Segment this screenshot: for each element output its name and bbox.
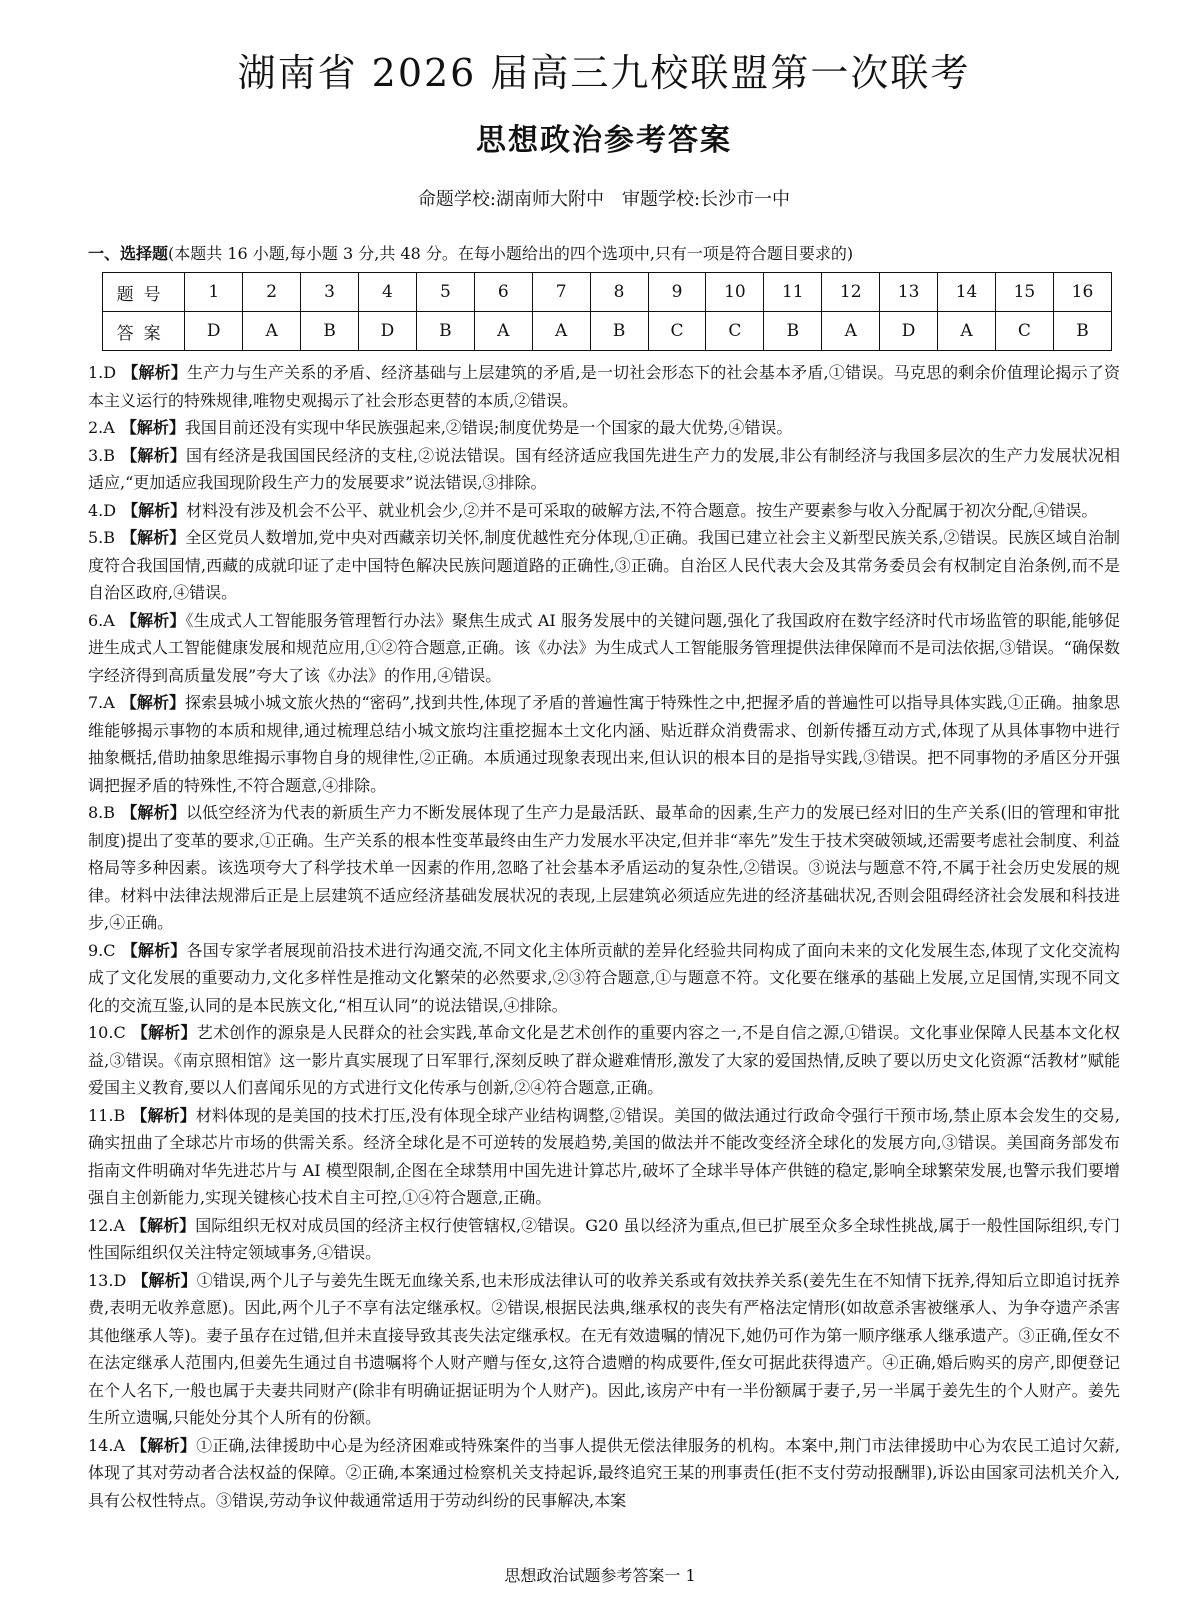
school-info: 命题学校:湖南师大附中 审题学校:长沙市一中 xyxy=(417,189,791,210)
answer-cell: B xyxy=(1053,312,1111,351)
section-note: (本题共 16 小题,每小题 3 分,共 48 分。在每小题给出的四个选项中,只有一项是符合题目要求的) xyxy=(168,244,854,263)
analysis-tag: 【解析】 xyxy=(120,610,186,630)
analysis-tag: 【解析】 xyxy=(131,1435,197,1455)
item-number: 12.A xyxy=(88,1215,125,1235)
analysis-tag: 【解析】 xyxy=(131,1105,196,1125)
item-number: 3.B xyxy=(88,445,116,465)
question-number-cell: 15 xyxy=(995,273,1053,312)
explanation-list xyxy=(88,359,1120,1514)
answer-cell: A xyxy=(822,312,880,351)
page-title: 湖南省 2026 届高三九校联盟第一次联考 xyxy=(237,51,971,95)
question-number-cell: 3 xyxy=(301,273,359,312)
question-number-cell: 5 xyxy=(416,273,474,312)
question-number-cell: 16 xyxy=(1053,273,1111,312)
analysis-tag: 【解析】 xyxy=(121,445,187,465)
item-number: 10.C xyxy=(88,1023,126,1042)
item-number: 7.A xyxy=(88,693,115,712)
analysis-tag: 【解析】 xyxy=(121,803,186,822)
answer-cell: A xyxy=(243,312,301,351)
analysis-tag: 【解析】 xyxy=(120,693,186,712)
answer-cell: B xyxy=(590,312,648,351)
number-row xyxy=(103,273,1112,312)
answer-cell: A xyxy=(532,312,590,351)
item-text: 材料体现的是美国的技术打压,没有体现全球产业结构调整,②错误。美国的做法通过行政命令强行干预市场,禁止原本会发生的交易,确实扭曲了全球芯片市场的供需关系。经济全球化是不可逆转的发展趋势,美国的做法并不能改变经济全球化的发展方向,③错误。美国商务部发布指南文件明确对华先进芯片与 AI 模型限制,企图在全球禁用中国先进计算芯片,破坏了全球半导体产供链的稳定,影响全球繁荣发展,也警示我们要增强自主创新能力,实现关键核心技术自主可控,①④符合题意,正确。 xyxy=(88,1105,1120,1207)
question-number-cell: 8 xyxy=(590,273,648,312)
item-number: 5.B xyxy=(88,528,116,547)
item-number: 14.A xyxy=(88,1435,125,1455)
item-number: 4.D xyxy=(88,500,117,520)
item-text: 国有经济是我国国民经济的支柱,②说法错误。国有经济适应我国先进生产力的发展,非公有制经济与我国多层次的生产力发展状况相适应,“更加适应我国现阶段生产力的发展要求”说法错误,③排除。 xyxy=(88,445,1120,492)
question-number-cell: 6 xyxy=(474,273,532,312)
analysis-tag: 【解析】 xyxy=(122,500,187,520)
answer-cell: B xyxy=(301,312,359,351)
item-number: 1.D xyxy=(88,363,117,382)
item-text: 我国目前还没有实现中华民族强起来,②错误;制度优势是一个国家的最大优势,④错误。 xyxy=(184,418,793,437)
item-text: ①错误,两个儿子与姜先生既无血缘关系,也未形成法律认可的收养关系或有效扶养关系(姜先生在不知情下抚养,得知后立即追讨抚养费,表明无收养意愿)。因此,两个儿子不享有法定继承权。②错误,根据民法典,继承权的丧失有严格法定情形(如故意杀害被继承人、为争夺遗产杀害其他继承人等)。妻子虽存在过错,但并未直接导致其丧失法定继承权。在无有效遗嘱的情况下,她仍可作为第一顺序继承人继承遗产。③正确,侄女不在法定继承人范围内,但姜先生通过自书遗嘱将个人财产赠与侄女,这符合遗赠的构成要件,侄女可据此获得遗产。④正确,婚后购买的房产,即便登记在个人名下,一般也属于夫妻共同财产(除非有明确证据证明为个人财产)。因此,该房产中有一半份额属于妻子,另一半属于姜先生的个人财产。姜先生所立遗嘱,只能处分其个人所有的份额。 xyxy=(88,1270,1120,1427)
answer-cell: D xyxy=(880,312,938,351)
item-text: 材料没有涉及机会不公平、就业机会少,②并不是可采取的破解方法,不符合题意。按生产要素参与收入分配属于初次分配,④错误。 xyxy=(186,500,1098,520)
explanation-item xyxy=(88,359,1120,414)
question-number-cell: 12 xyxy=(822,273,880,312)
item-number: 2.A xyxy=(88,418,115,437)
answer-table xyxy=(102,272,1112,351)
answer-cell: D xyxy=(185,312,243,351)
question-number-cell: 1 xyxy=(185,273,243,312)
answer-cell: A xyxy=(938,312,996,351)
question-number-cell: 4 xyxy=(359,273,417,312)
row-label-number: 题号 xyxy=(103,273,185,312)
analysis-tag: 【解析】 xyxy=(122,363,188,382)
explanation-item xyxy=(88,1212,1120,1267)
answer-cell: A xyxy=(474,312,532,351)
analysis-tag: 【解析】 xyxy=(132,1270,197,1290)
page-subtitle: 思想政治参考答案 xyxy=(476,123,732,158)
question-number-cell: 11 xyxy=(764,273,822,312)
item-text: 各国专家学者展现前沿技术进行沟通交流,不同文化主体所贡献的差异化经验共同构成了面向未来的文化发展生态,体现了文化交流构成了文化发展的重要动力,文化多样性是推动文化繁荣的必然要求,②③符合题意,①与题意不符。文化要在继承的基础上发展,立足国情,实现不同文化的交流互鉴,认同的是本民族文化,“相互认同”的说法错误,④排除。 xyxy=(88,940,1120,1015)
analysis-tag: 【解析】 xyxy=(131,1023,197,1042)
answer-cell: B xyxy=(416,312,474,351)
explanation-item xyxy=(88,607,1120,690)
answer-row xyxy=(103,312,1112,351)
explanation-item xyxy=(88,1267,1120,1432)
explanation-item xyxy=(88,689,1120,799)
section-heading xyxy=(88,241,1120,264)
item-number: 11.B xyxy=(88,1105,126,1125)
item-text: 艺术创作的源泉是人民群众的社会实践,革命文化是艺术创作的重要内容之一,不是自信之源,①错误。文化事业保障人民基本文化权益,③错误。《南京照相馆》这一影片真实展现了日军罪行,深刻反映了群众避难情形,激发了大家的爱国热情,反映了要以历史文化资源“活教材”赋能爱国主义教育,要以人们喜闻乐见的方式进行文化传承与创新,②④符合题意,正确。 xyxy=(88,1023,1120,1097)
item-number: 9.C xyxy=(88,940,116,960)
question-number-cell: 7 xyxy=(532,273,590,312)
analysis-tag: 【解析】 xyxy=(120,418,185,437)
page-footer: 思想政治试题参考答案一 1 xyxy=(504,1566,696,1585)
explanation-item xyxy=(88,1019,1120,1102)
analysis-tag: 【解析】 xyxy=(121,528,186,547)
answer-cell: C xyxy=(706,312,764,351)
item-text: 以低空经济为代表的新质生产力不断发展体现了生产力是最活跃、最革命的因素,生产力的发展已经对旧的生产关系(旧的管理和审批制度)提出了变革的要求,①正确。生产关系的根本性变革最终由生产力发展水平决定,但并非“率先”发生于技术突破领域,还需要考虑社会制度、利益格局等多种因素。该选项夸大了科学技术单一因素的作用,忽略了社会基本矛盾运动的复杂性,②错误。③说法与题意不符,不属于社会历史发展的规律。材料中法律法规滞后正是上层建筑不适应经济基础发展状况的表现,上层建筑必须适应先进的经济基础状况,否则会阻碍经济社会发展和科技进步,④正确。 xyxy=(88,803,1120,932)
question-number-cell: 14 xyxy=(938,273,996,312)
question-number-cell: 2 xyxy=(243,273,301,312)
item-text: 《生成式人工智能服务管理暂行办法》聚焦生成式 AI 服务发展中的关键问题,强化了我国政府在数字经济时代市场监管的职能,能够促进生成式人工智能健康发展和规范应用,①②符合题意,正确。该《办法》为生成式人工智能服务管理提供法律保障而不是司法依据,③错误。“确保数字经济得到高质量发展”夸大了该《办法》的作用,④错误。 xyxy=(88,610,1120,685)
question-number-cell: 13 xyxy=(880,273,938,312)
answer-cell: C xyxy=(995,312,1053,351)
answer-cell: B xyxy=(764,312,822,351)
answer-cell: C xyxy=(648,312,706,351)
row-label-answer: 答案 xyxy=(103,312,185,351)
section-title: 一、选择题 xyxy=(88,244,169,263)
answer-cell: D xyxy=(359,312,417,351)
item-text: 生产力与生产关系的矛盾、经济基础与上层建筑的矛盾,是一切社会形态下的社会基本矛盾,①错误。马克思的剩余价值理论揭示了资本主义运行的特殊规律,唯物史观揭示了社会形态更替的本质,②错误。 xyxy=(88,363,1120,410)
explanation-item xyxy=(88,937,1120,1020)
explanation-item xyxy=(88,799,1120,937)
explanation-item xyxy=(88,497,1120,525)
explanation-item xyxy=(88,414,1120,442)
item-number: 13.D xyxy=(88,1270,127,1290)
question-number-cell: 10 xyxy=(706,273,764,312)
explanation-item xyxy=(88,524,1120,607)
item-text: 国际组织无权对成员国的经济主权行使管辖权,②错误。G20 虽以经济为重点,但已扩展至众多全球性挑战,属于一般性国际组织,专门性国际组织仅关注特定领域事务,④错误。 xyxy=(88,1215,1120,1262)
item-text: 全区党员人数增加,党中央对西藏亲切关怀,制度优越性充分体现,①正确。我国已建立社会主义新型民族关系,②错误。民族区域自治制度符合我国国情,西藏的成就印证了走中国特色解决民族问题道路的正确性,③正确。自治区人民代表大会及其常务委员会有权制定自治条例,而不是自治区政府,④错误。 xyxy=(88,528,1120,602)
item-text: 探索县城小城文旅火热的“密码”,找到共性,体现了矛盾的普遍性寓于特殊性之中,把握矛盾的普遍性可以指导具体实践,①正确。抽象思维能够揭示事物的本质和规律,通过梳理总结小城文旅均注重挖掘本土文化内涵、贴近群众消费需求、创新传播互动方式,体现了从具体事物中进行抽象概括,借助抽象思维揭示事物自身的规律性,②正确。本质通过现象表现出来,但认识的根本目的是指导实践,③错误。把不同事物的矛盾区分开强调把握矛盾的特殊性,不符合题意,④排除。 xyxy=(88,693,1120,795)
item-number: 8.B xyxy=(88,803,116,822)
analysis-tag: 【解析】 xyxy=(121,940,187,960)
explanation-item xyxy=(88,1432,1120,1515)
explanation-item xyxy=(88,442,1120,497)
question-number-cell: 9 xyxy=(648,273,706,312)
explanation-item xyxy=(88,1102,1120,1212)
item-number: 6.A xyxy=(88,610,115,630)
analysis-tag: 【解析】 xyxy=(131,1215,196,1235)
item-text: ①正确,法律援助中心是为经济困难或特殊案件的当事人提供无偿法律服务的机构。本案中,荆门市法律援助中心为农民工追讨欠薪,体现了其对劳动者合法权益的保障。②正确,本案通过检察机关支持起诉,最终追究王某的刑事责任(拒不支付劳动报酬罪),诉讼由国家司法机关介入,具有公权性特点。③错误,劳动争议仲裁通常适用于劳动纠纷的民事解决,本案 xyxy=(88,1435,1120,1510)
